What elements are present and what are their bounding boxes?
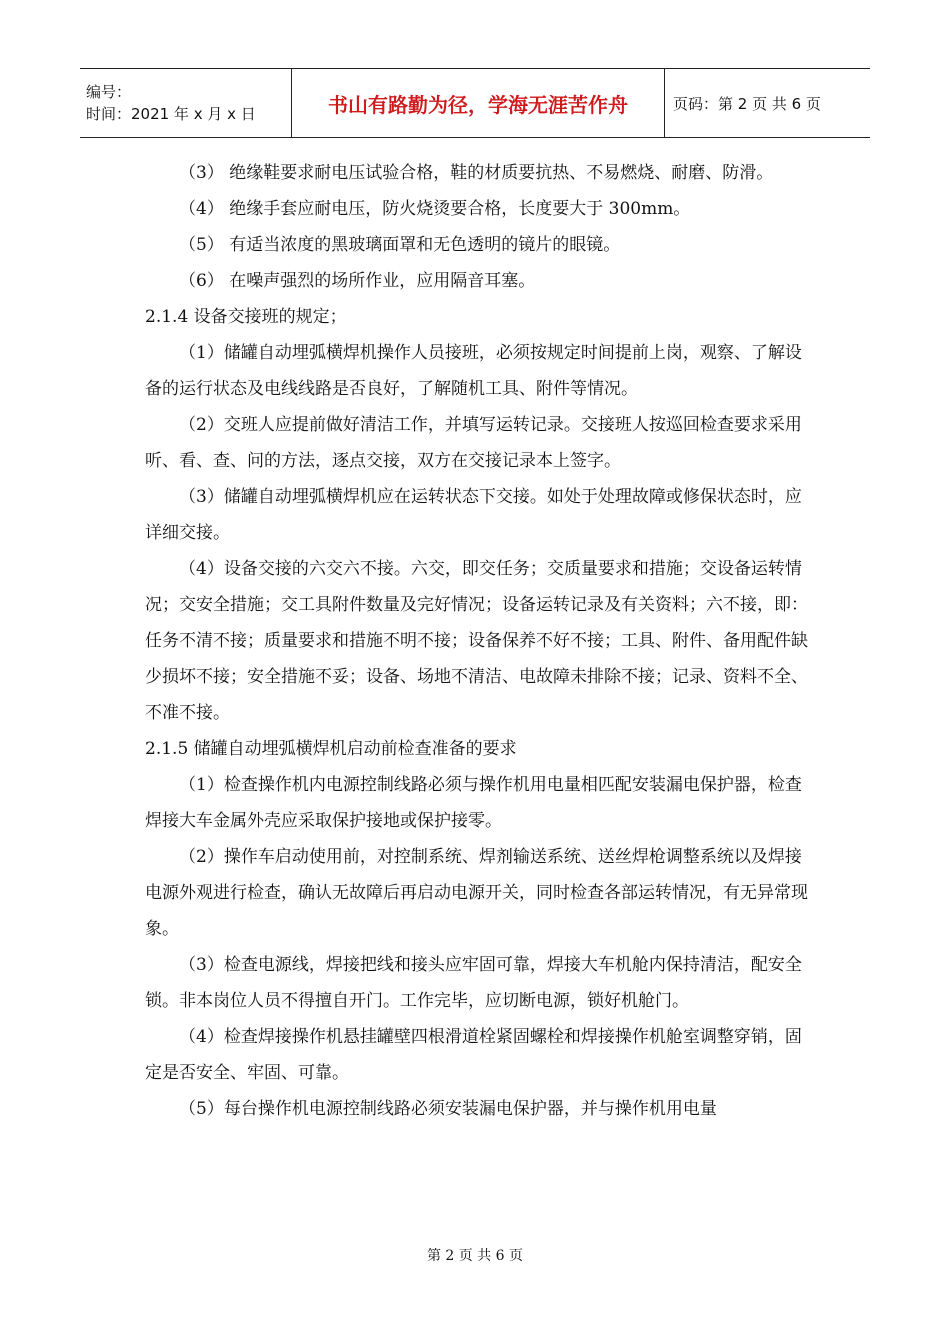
paragraph: （3）储罐自动埋弧横焊机应在运转状态下交接。如处于处理故障或修保状态时，应详细交接。 <box>145 487 802 543</box>
paragraph: （2）操作车启动使用前，对控制系统、焊剂输送系统、送丝焊枪调整系统以及焊接电源外观进行检查，确认无故障后再启动电源开关，同时检查各部运转情况，有无异常现象。 <box>145 847 808 939</box>
document-number-label: 编号： <box>86 83 132 101</box>
paragraph: （3） 绝缘鞋要求耐电压试验合格，鞋的材质要抗热、不易燃烧、耐磨、防滑。 <box>179 163 774 183</box>
paragraph: （4）检查焊接操作机悬挂罐壁四根滑道栓紧固螺栓和焊接操作机舱室调整穿销，固定是否安全、牢固、可靠。 <box>145 1027 802 1083</box>
paragraph: （5） 有适当浓度的黑玻璃面罩和无色透明的镜片的眼镜。 <box>179 235 621 255</box>
paragraph: （4） 绝缘手套应耐电压，防火烧烫要合格，长度要大于 300mm。 <box>179 199 691 219</box>
document-body <box>145 155 810 1127</box>
page-footer: 第 2 页 共 6 页 <box>426 1248 524 1264</box>
paragraph: （5）每台操作机电源控制线路必须安装漏电保护器，并与操作机用电量 <box>179 1099 717 1119</box>
paragraph: （1）检查操作机内电源控制线路必须与操作机用电量相匹配安装漏电保护器，检查焊接大车金属外壳应采取保护接地或保护接零。 <box>145 775 802 831</box>
header-motto: 书山有路勤为径，学海无涯苦作舟 <box>292 69 665 137</box>
paragraph: （3）检查电源线，焊接把线和接头应牢固可靠，焊接大车机舱内保持清洁，配安全锁。非本岗位人员不得擅自开门。工作完毕，应切断电源，锁好机舱门。 <box>145 955 802 1011</box>
document-date-label: 时间：2021 年 x 月 x 日 <box>86 105 256 123</box>
paragraph: （6） 在噪声强烈的场所作业，应用隔音耳塞。 <box>179 271 536 291</box>
header-meta <box>80 69 292 137</box>
paragraph: （1）储罐自动埋弧横焊机操作人员接班，必须按规定时间提前上岗，观察、了解设备的运行状态及电线线路是否良好，了解随机工具、附件等情况。 <box>145 343 802 399</box>
paragraph: （2）交班人应提前做好清洁工作，并填写运转记录。交接班人按巡回检查要求采用听、看、查、问的方法，逐点交接，双方在交接记录本上签字。 <box>145 415 802 471</box>
page-header <box>80 68 870 138</box>
section-heading: 2.1.4 设备交接班的规定； <box>145 307 347 327</box>
section-heading: 2.1.5 储罐自动埋弧横焊机启动前检查准备的要求 <box>145 739 517 759</box>
header-page-label: 页码：第 2 页 共 6 页 <box>673 94 821 113</box>
paragraph: （4）设备交接的六交六不接。六交，即交任务；交质量要求和措施；交设备运转情况；交安全措施；交工具附件数量及完好情况；设备运转记录及有关资料；六不接，即：任务不清不接；质量要求和措施不明不接；设备保养不好不接；工具、附件、备用配件缺少损坏不接；安全措施不妥；设备、场地不清洁、电故障未排除不接；记录、资料不全、不准不接。 <box>145 559 808 723</box>
